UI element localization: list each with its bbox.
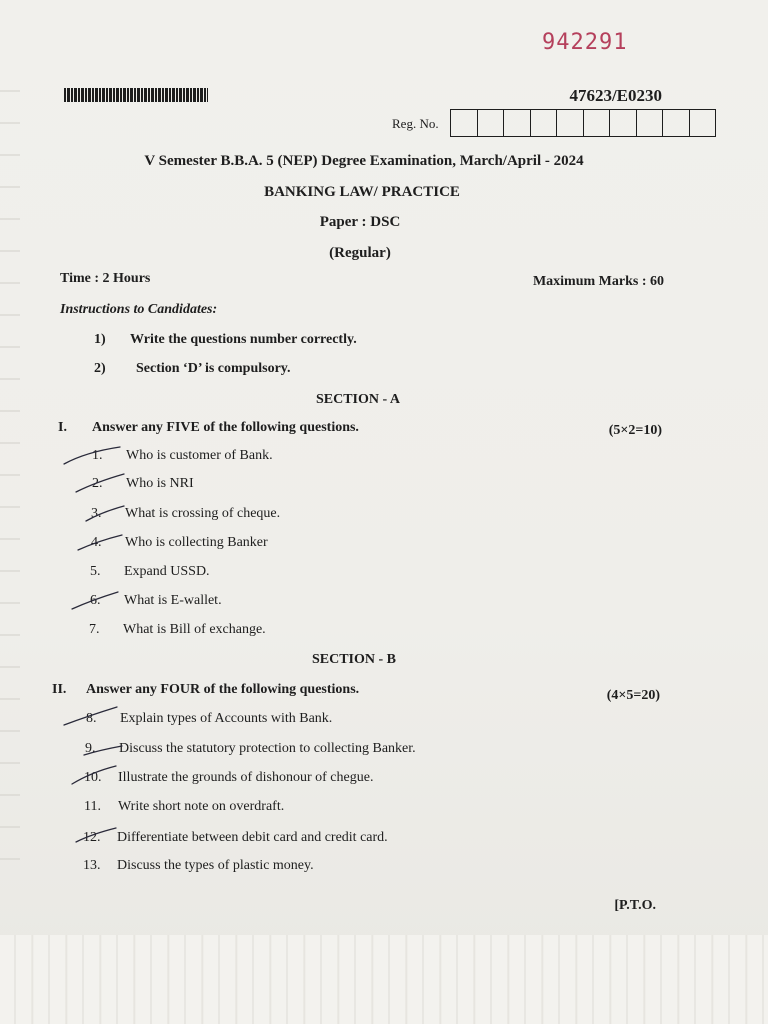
question-number: 11. (84, 799, 101, 814)
question-number: 10. (84, 770, 102, 785)
instruction-number: 2) (94, 361, 106, 376)
question-text: Differentiate between debit card and credit card. (117, 830, 388, 845)
question-text: Discuss the statutory protection to collecting Banker. (119, 741, 416, 756)
question-text: Explain types of Accounts with Bank. (120, 711, 333, 726)
question-number: 8. (86, 711, 97, 726)
pen-tick-mark (64, 447, 120, 464)
question-text: What is E-wallet. (124, 593, 222, 608)
question-number: 1. (92, 448, 103, 463)
question-text: Illustrate the grounds of dishonour of chegue. (118, 770, 374, 785)
time-allowed: Time : 2 Hours (60, 271, 151, 286)
question-number: 9. (85, 741, 96, 756)
reg-no-label: Reg. No. (392, 116, 439, 131)
question-text: Expand USSD. (124, 564, 210, 579)
paper-code: 47623/E0230 (569, 86, 662, 105)
serial-number: 942291 (542, 30, 628, 55)
question-number: 2. (92, 476, 103, 491)
subject-title: BANKING LAW/ PRACTICE (264, 184, 460, 200)
maximum-marks: Maximum Marks : 60 (532, 274, 664, 289)
question-text: Who is NRI (126, 476, 194, 491)
section-b-marks: (4×5=20) (606, 688, 660, 703)
pen-tick-mark (72, 592, 118, 609)
section-b-instruction-text: Answer any FOUR of the following questions. (86, 682, 360, 697)
question-number: 3. (91, 506, 102, 521)
section-a-marks: (5×2=10) (608, 423, 662, 438)
question-text: Discuss the types of plastic money. (117, 858, 314, 873)
section-a-title: SECTION - A (315, 392, 401, 407)
pen-tick-mark (64, 707, 117, 725)
question-number: 5. (90, 564, 101, 579)
instruction-text: Section ‘D’ is compulsory. (136, 361, 291, 376)
question-number: 12. (83, 830, 101, 845)
question-text: Write short note on overdraft. (118, 799, 285, 814)
instructions-title: Instructions to Candidates: (60, 302, 218, 317)
question-text: What is Bill of exchange. (123, 622, 266, 637)
pen-tick-mark (72, 766, 116, 784)
please-turn-over: [P.T.O. (614, 898, 656, 913)
pen-tick-mark (76, 474, 124, 492)
exam-type: (Regular) (329, 245, 391, 261)
section-a-instruction-text: Answer any FIVE of the following questions. (92, 420, 359, 435)
question-number: 4. (91, 535, 102, 550)
pen-tick-mark (76, 828, 116, 842)
section-b-title: SECTION - B (311, 652, 397, 667)
paper-type: Paper : DSC (319, 214, 401, 230)
pen-tick-mark (84, 746, 122, 755)
question-number: 13. (83, 858, 101, 873)
pen-tick-mark (78, 535, 122, 550)
exam-title: V Semester B.B.A. 5 (NEP) Degree Examination, March/April - 2024 (144, 153, 584, 169)
section-a-roman: I. (58, 420, 67, 435)
question-text: Who is customer of Bank. (126, 448, 273, 463)
question-number: 6. (90, 593, 101, 608)
question-text: What is crossing of cheque. (125, 506, 281, 521)
pen-tick-mark (86, 506, 124, 521)
question-number: 7. (89, 622, 100, 637)
section-b-roman: II. (52, 682, 67, 697)
instruction-text: Write the questions number correctly. (130, 332, 357, 347)
question-text: Who is collecting Banker (125, 535, 268, 550)
instruction-number: 1) (94, 332, 106, 347)
